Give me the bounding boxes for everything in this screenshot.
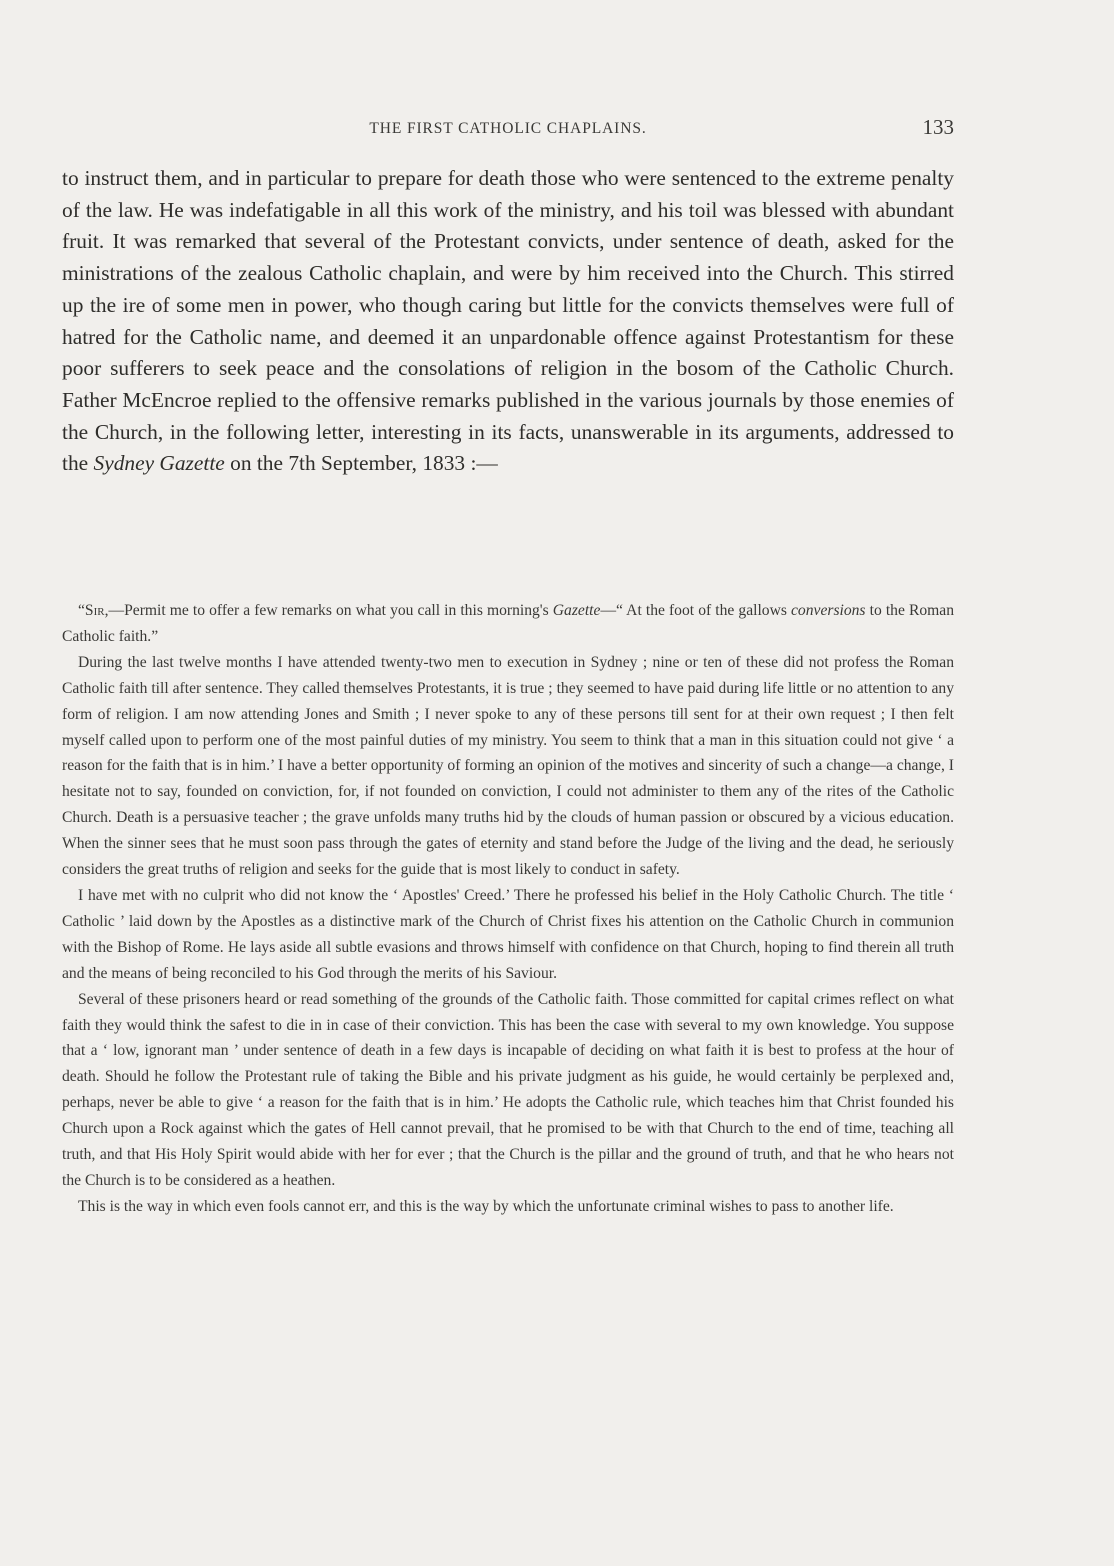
running-title: THE FIRST CATHOLIC CHAPLAINS. <box>369 120 647 137</box>
page-number: 133 <box>922 115 954 139</box>
main-text-after: on the 7th September, 1833 :— <box>230 451 498 476</box>
main-paragraph <box>62 163 954 480</box>
main-paragraph-text <box>62 163 954 480</box>
letter-paragraph-1 <box>62 598 954 650</box>
letter-p1-text: ,—Permit me to offer a few remarks on what you call in this morning's <box>104 602 549 619</box>
letter-quotation <box>62 598 954 1220</box>
letter-paragraph-4: Several of these prisoners heard or read something of the grounds of the Catholic faith. Those committed for capital crimes reflect on what faith they would think the safest to die in in case of their conviction. This has been the case with several to my own knowledge. You suppose that a ‘ low, ignorant man ’ under sentence of death in a few days is incapable of deciding on what faith it is best to profess at the hour of death. Should he follow the Protestant rule of taking the Bible and his private judgment as his guide, he would certainly be perplexed and, perhaps, never be able to give ‘ a reason for the faith that is in him.’ He adopts the Catholic rule, which teaches him that Christ founded his Church upon a Rock against which the gates of Hell cannot prevail, that he promised to be with that Church to the end of time, teaching all truth, and that His Holy Spirit would abide with her for ever ; that the Church is the pillar and the ground of truth, and that he who hears not the Church is to be considered as a heathen. <box>62 990 954 1189</box>
main-text-before: to instruct them, and in particular to prepare for death those who were sentenced to the extreme penalty of the law. He was indefatigable in all this work of the ministry, and his toil was blessed with abundant fruit. It was remarked that several of the Protestant convicts, under sentence of death, asked for the ministrations of the zealous Catholic chaplain, and were by him received into the Church. This stirred up the ire of some men in power, who though caring but little for the convicts themselves were full of hatred for the Catholic name, and deemed it an unpardonable offence against Protestantism for these poor sufferers to seek peace and the consolations of religion in the bosom of the Catholic Church. Father McEncroe replied to the offensive remarks published in the various journals by those enemies of the Church, in the following letter, interesting in its facts, unanswerable in its arguments, addressed to the <box>62 166 954 476</box>
letter-paragraph-2: During the last twelve months I have attended twenty-two men to execution in Sydney ; nine or ten of these did not profess the Roman Catholic faith till after sentence. They called themselves Protestants, it is true ; they seemed to have paid during life little or no attention to any form of religion. I am now attending Jones and Smith ; I never spoke to any of these persons till sent for at their own request ; I then felt myself called upon to perform one of the most painful duties of my ministry. You seem to think that a man in this situation could not give ‘ a reason for the faith that is in him.’ I have a better opportunity of forming an opinion of the motives and sincerity of such a change—a change, I hesitate not to say, founded on conviction, for, if not founded on conviction, I could not administer to them any of the rites of the Catholic Church. Death is a persuasive teacher ; the grave unfolds many truths hid by the clouds of human passion or obscured by a vicious education. When the sinner sees that he must soon pass through the gates of eternity and stand before the Judge of the living and the dead, he seriously considers the great truths of religion and seeks for the guide that is most likely to conduct in safety. <box>62 653 954 879</box>
letter-p1-mid: —“ At the foot of the gallows <box>600 602 787 619</box>
letter-paragraph-3: I have met with no culprit who did not know the ‘ Apostles' Creed.’ There he professed his belief in the Holy Catholic Church. The title ‘ Catholic ’ laid down by the Apostles as a distinctive mark of the Church of Christ fixes his attention on the Catholic Church in communion with the Bishop of Rome. He lays aside all subtle evasions and throws himself with confidence on that Church, hoping to find therein all truth and the means of being reconciled to his God through the merits of his Saviour. <box>62 886 954 982</box>
running-head <box>62 116 954 142</box>
newspaper-title: Sydney Gazette <box>93 451 225 476</box>
salutation: Sir <box>84 602 105 619</box>
salutation-open-quote: “ <box>78 602 85 619</box>
letter-paragraph-5: This is the way in which even fools cannot err, and this is the way by which the unfortunate criminal wishes to pass to another life. <box>78 1197 894 1215</box>
gazette-reference: Gazette <box>552 602 601 619</box>
conversions-word: conversions <box>791 602 866 619</box>
letter-p1-end: to the Roman Catholic faith.” <box>62 602 955 645</box>
